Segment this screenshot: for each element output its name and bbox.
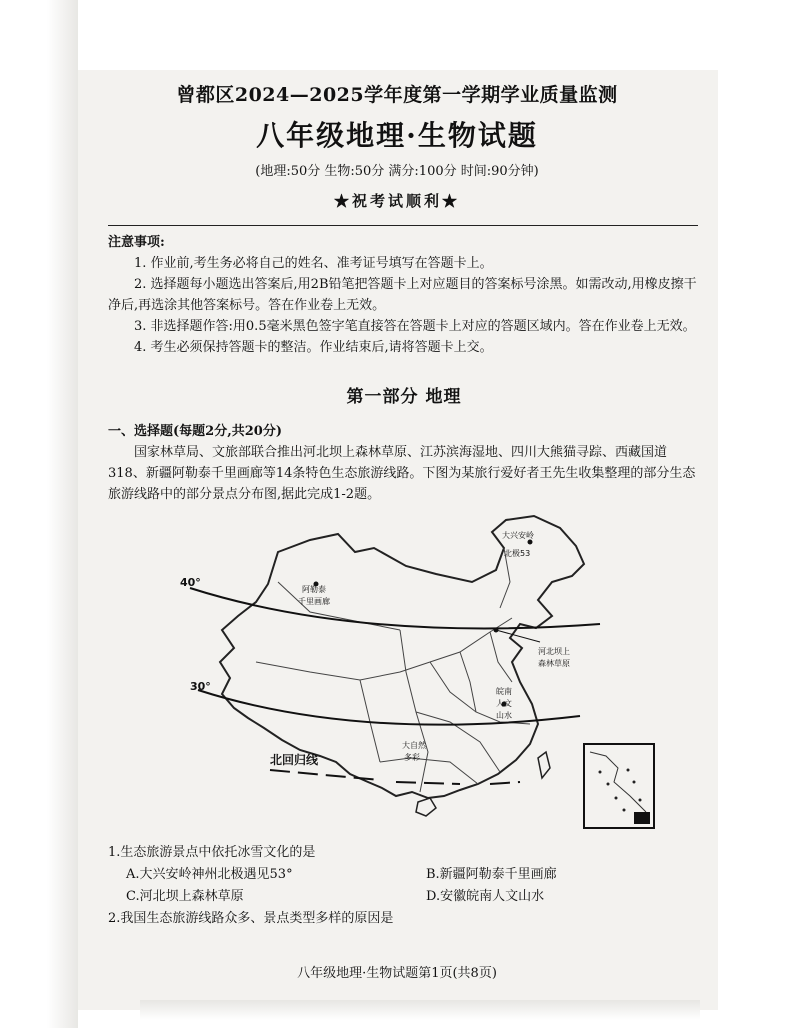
taiwan-island (538, 752, 550, 778)
option-d: D.安徽皖南人文山水 (426, 889, 545, 904)
notice-item: 3. 非选择题作答:用0.5毫米黑色签字笔直接答在答题卡上对应的答题区域内。答在作业卷上无效。 (134, 319, 696, 334)
notice-item: 1. 作业前,考生务必将自己的姓名、准考证号填写在答题卡上。 (134, 256, 493, 271)
wannan-label-1: 皖南 (496, 687, 512, 696)
wannan-label-3: 山水 (496, 711, 512, 720)
good-luck-banner: ★祝考试顺利★ (333, 192, 460, 210)
bashang-label-2: 森林草原 (538, 659, 570, 668)
notice-item: 4. 考生必须保持答题卡的整洁。作业结束后,请将答题卡上交。 (134, 340, 493, 355)
section-title: 一、选择题(每题2分,共20分) (108, 424, 282, 439)
bottom-shade (140, 1000, 700, 1020)
exam-meta: (地理:50分 生物:50分 满分:100分 时间:90分钟) (255, 164, 539, 179)
question-stem: 1.生态旅游景点中依托冰雪文化的是 (108, 845, 316, 860)
page-footer: 八年级地理·生物试题第1页(共8页) (297, 966, 497, 981)
bashang-label-1: 河北坝上 (538, 647, 570, 656)
page-edge-shadow (0, 0, 78, 1028)
province-border (278, 582, 400, 630)
tropic-label: 北回归线 (270, 753, 319, 767)
province-border (460, 652, 476, 712)
altay-label-1: 阿勒泰 (302, 585, 326, 594)
southwest-label-1: 大自然 (402, 741, 426, 750)
header-divider (108, 225, 698, 226)
daxinganling-label-1: 大兴安岭 (502, 531, 534, 540)
lat40-label: 40° (180, 576, 201, 589)
altay-label-2: 千里画廊 (298, 597, 330, 606)
wannan-label-2: 人文 (496, 699, 512, 708)
option-b: B.新疆阿勒泰千里画廊 (426, 867, 557, 882)
province-border (400, 630, 428, 792)
bashang-leader-line (496, 630, 540, 642)
china-map-figure (160, 512, 680, 832)
daxinganling-label-2: 北极53 (504, 549, 531, 558)
question-stem: 2.我国生态旅游线路众多、景点类型多样的原因是 (108, 911, 394, 926)
latitude-40-line (190, 588, 600, 629)
part-title: 第一部分 地理 (346, 387, 462, 407)
part-heading (108, 380, 700, 410)
china-map-svg (160, 512, 680, 832)
notice-heading: 注意事项: (108, 235, 165, 250)
option-c: C.河北坝上森林草原 (126, 889, 244, 904)
province-border (490, 632, 512, 682)
notice-block (108, 232, 700, 358)
intro-paragraph (108, 442, 700, 505)
intro-text: 国家林草局、文旅部联合推出河北坝上森林草原、江苏滨海湿地、四川大熊猫寻踪、西藏国道318、新疆阿勒泰千里画廊等14条特色生态旅游线路。下图为某旅行爱好者王先生收集整理的部分生态旅游线路中的部分景点分布图,据此完成1-2题。 (108, 445, 696, 502)
south-china-sea-inset (584, 744, 654, 828)
question-1 (108, 842, 700, 930)
marker-daxinganling (528, 540, 533, 545)
exam-title: 曾都区2024—2025学年度第一学期学业质量监测 (176, 84, 618, 106)
lat30-label: 30° (190, 680, 211, 693)
southwest-label-2: 多彩 (404, 753, 420, 762)
province-border (256, 662, 430, 680)
notice-item: 2. 选择题每小题选出答案后,用2B铅笔把答题卡上对应题目的答案标号涂黑。如需改动,用橡皮擦干净后,再选涂其他答案标号。答在作业卷上无效。 (108, 277, 697, 313)
option-a: A.大兴安岭神州北极遇见53° (126, 867, 293, 882)
latitude-30-line (198, 690, 580, 725)
province-border (380, 758, 478, 784)
province-border (430, 618, 512, 662)
exam-subject: 八年级地理·生物试题 (256, 119, 538, 152)
province-border (416, 712, 500, 772)
hainan-island (416, 798, 436, 816)
